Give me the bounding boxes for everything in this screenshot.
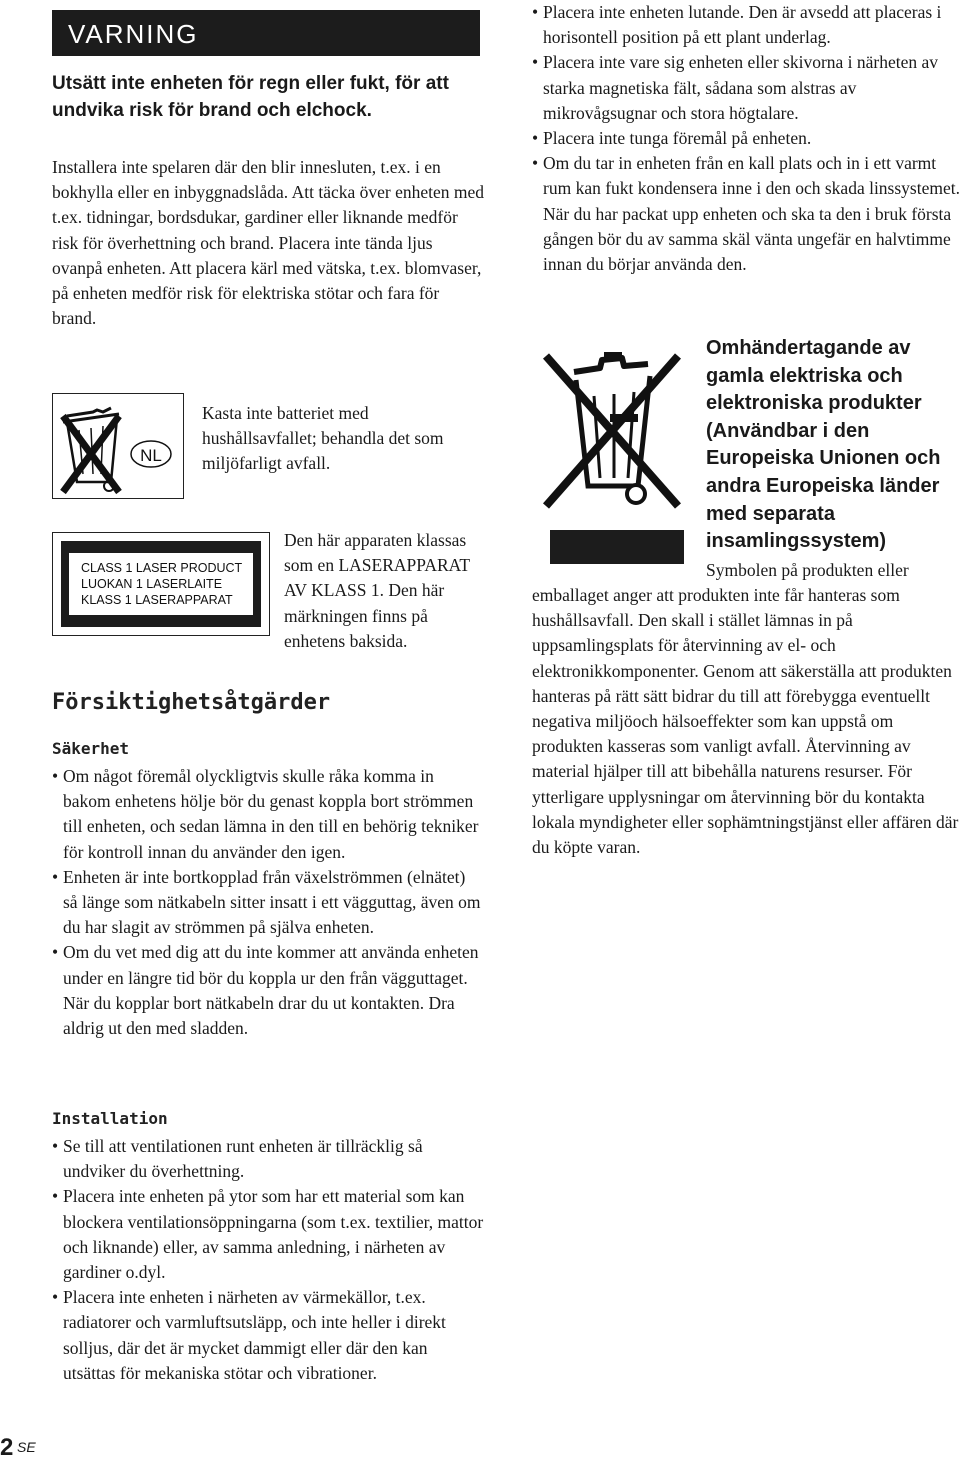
safety-list (52, 764, 484, 1041)
installation-heading: Installation (52, 1109, 168, 1128)
list-item: • Om något föremål olyckligtvis skulle råka komma in bakom enhetens hölje bör du genast koppla bort strömmen till enheten, och sedan lämna in den till en behörig tekniker för kontroll innan du använder den igen. (52, 764, 484, 865)
weee-text-start: Symbolen på produkten eller (706, 560, 909, 580)
battery-text: Kasta inte batteriet med hushållsavfallet; behandla det som miljöfarligt avfall. (202, 403, 444, 474)
list-item: • Se till att ventilationen runt enheten är tillräcklig så undviker du överhettning. (52, 1134, 484, 1184)
crossed-bin-icon (53, 394, 183, 498)
weee-heading: Omhändertagande av gamla elektriska och elektroniska produkter (Användbar i den Europeiska Unionen och andra Europeiska länder med separata insamlingssystem) (706, 337, 941, 553)
laser-label-line: KLASS 1 LASERAPPARAT (81, 593, 233, 607)
list-item: • Placera inte vare sig enheten eller skivorna i närheten av starka magnetiska fält, sådana som alstras av mikrovågsugnar och stora högtalare. (532, 50, 960, 126)
laser-label-line: LUOKAN 1 LASERLAITE (81, 577, 223, 591)
laser-label-line: CLASS 1 LASER PRODUCT (81, 561, 243, 575)
battery-disposal-symbol (52, 393, 184, 499)
weee-text: emballaget anger att produkten inte får hanteras som hushållsavfall. Den skall i stället lämnas in på uppsamlingsplats för återvinning av el- och elektronikkomponenter. Genom att säkerställa att produkten hanteras på rätt sätt bidrar du till att förebygga eventuellt negativa miljöoch hälsoeffekter som kan uppstå om produkten kasseras som vanligt avfall. Återvinning av material hjälper till att bibehålla naturens resurser. För ytterligare upplysningar om återvinning bör du kontakta lokala myndigheter eller sophämtningstjänst eller affären där du köpte varan. (532, 585, 959, 858)
weee-black-bar (550, 530, 684, 564)
laser-class-label (52, 532, 270, 636)
installation-list-continued (532, 0, 960, 277)
list-item: • Placera inte enheten i närheten av värmekällor, t.ex. radiatorer och varmluftsutsläpp, och inte heller i direkt solljus, där det är mycket dammigt eller där den kan utsättas för mekaniska stötar och vibrationer. (52, 1285, 484, 1386)
list-item: • Om du tar in enheten från en kall plats och in i ett varmt rum kan fukt kondensera inne i den och skada linssystemet. När du har packat upp enheten och ska ta den i bruk första gången bör du av samma skäl vänta ungefär en halvtimme innan du börjar använda den. (532, 151, 960, 277)
weee-bin-icon (538, 346, 684, 510)
laser-text: Den här apparaten klassas som en LASERAPPARAT AV KLASS 1. Den här märkningen finns på enhetens baksida. (284, 530, 470, 651)
list-item: • Placera inte enheten lutande. Den är avsedd att placeras i horisontell position på ett plant underlag. (532, 0, 960, 50)
warning-banner (52, 10, 480, 56)
section-title: Försiktighetsåtgärder (52, 690, 331, 715)
installation-list (52, 1134, 484, 1386)
warning-heading: Utsätt inte enheten för regn eller fukt, för att undvika risk för brand och elchock. (52, 73, 449, 121)
list-item: • Om du vet med dig att du inte kommer att använda enheten under en längre tid bör du koppla ur den från vägguttaget. När du kopplar bort nätkabeln drar du ut kontakten. Dra aldrig ut den med sladden. (52, 940, 484, 1041)
page-number: 2 (0, 1434, 14, 1461)
safety-heading: Säkerhet (52, 739, 130, 758)
list-item: • Placera inte tunga föremål på enheten. (532, 126, 960, 151)
warning-paragraph: Installera inte spelaren där den blir innesluten, t.ex. i en bokhylla eller en inbyggnadslåda. Att täcka över enheten med t.ex. tidningar, bordsdukar, gardiner eller liknande medför risk för överhettning och brand. Placera inte tända ljus ovanpå enheten. Att placera kärl med vätska, t.ex. blomvaser, på enheten medför risk för elektriska stötar och fara för brand. (52, 157, 485, 329)
warning-title: VARNING (68, 19, 199, 49)
nl-badge-text: NL (140, 446, 162, 465)
page-language-code: SE (17, 1439, 36, 1455)
list-item: • Enheten är inte bortkopplad från växelströmmen (elnätet) så länge som nätkabeln sitter insatt i ett vägguttag, även om du har slagit av strömmen på själva enheten. (52, 865, 484, 941)
list-item: • Placera inte enheten på ytor som har ett material som kan blockera ventilationsöppningarna (som t.ex. textilier, mattor och liknande) eller, av samma anledning, i närheten av gardiner o.dyl. (52, 1184, 484, 1285)
